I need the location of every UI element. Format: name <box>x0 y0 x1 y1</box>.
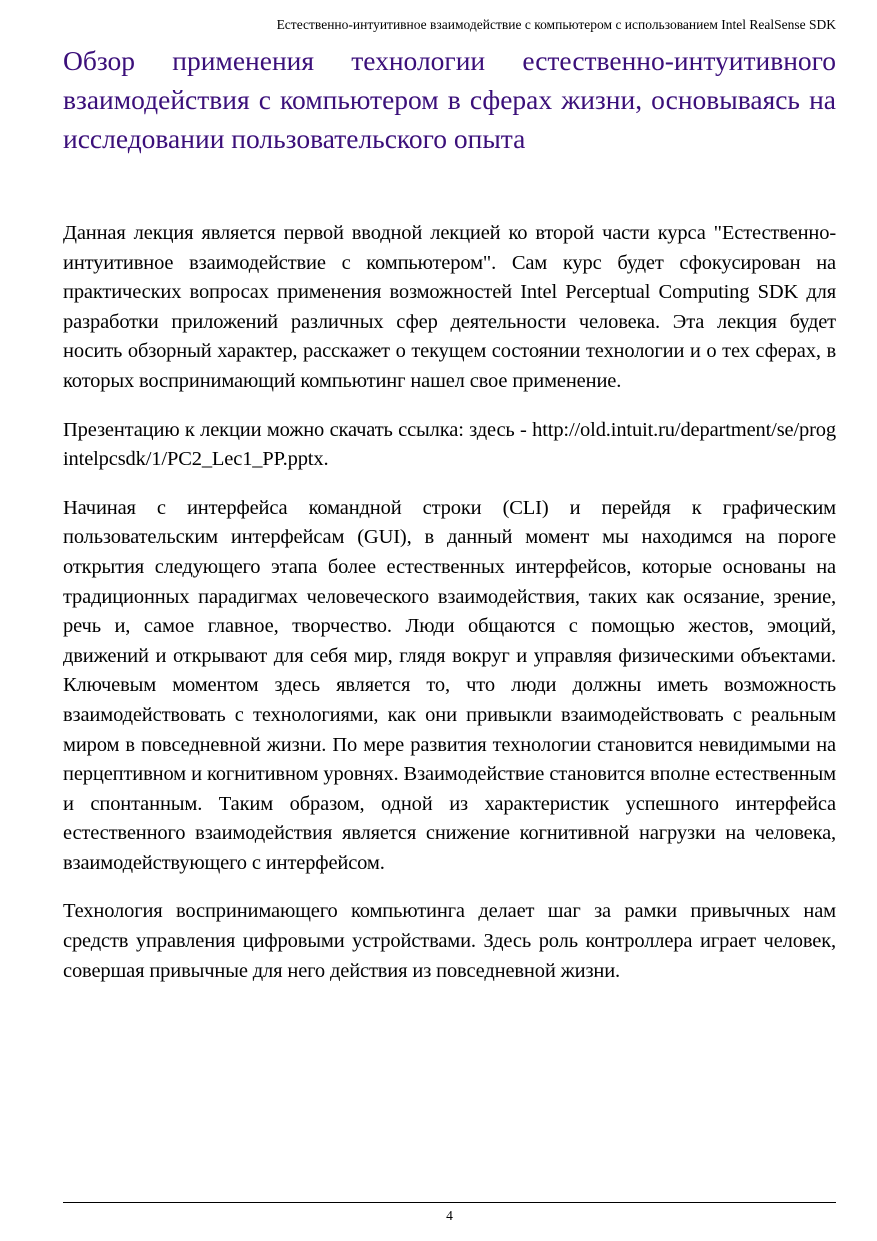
paragraph-interfaces: Начиная с интерфейса командной строки (CLI) и перейдя к графическим пользовательским интерфейсам (GUI), в данный момент мы находимся на пороге открытия следующего этапа более естественных интерфейсов, которые основаны на традиционных парадигмах человеческого взаимодействия, таких как осязание, зрение, речь и, самое главное, творчество. Люди общаются с помощью жестов, эмоций, движений и открывают для себя мир, глядя вокруг и управляя физическими объектами. Ключевым моментом здесь является то, что люди должны иметь возможность взаимодействовать с технологиями, как они привыкли взаимодействовать с реальным миром в повседневной жизни. По мере развития технологии становится невидимыми на перцептивном и когнитивном уровнях. Взаимодействие становится вполне естественным и спонтанным. Таким образом, одной из характеристик успешного интерфейса естественного взаимодействия является снижение когнитивной нагрузки на человека, взаимодействующего с интерфейсом. <box>63 496 836 874</box>
presentation-text: Презентацию к лекции можно скачать ссылка: здесь - <box>63 418 527 441</box>
presentation-link[interactable]: http://old.intuit.ru/department/se/progintelpcsdk/1/PC2_Lec1_PP.pptx. <box>63 418 837 471</box>
document-page <box>63 0 836 1241</box>
page-number: 4 <box>446 1208 453 1223</box>
lecture-title: Обзор применения технологии естественно-интуитивного взаимодействия с компьютером в сферах жизни, основываясь на исследовании пользовательского опыта <box>63 45 836 154</box>
running-header: Естественно-интуитивное взаимодействие с компьютером с использованием Intel RealSense SDK <box>276 17 836 32</box>
footer-divider <box>63 1202 836 1203</box>
paragraph-presentation <box>63 416 836 475</box>
body-text <box>63 219 836 1005</box>
paragraph-technology: Технология воспринимающего компьютинга делает шаг за рамки привычных нам средств управления цифровыми устройствами. Здесь роль контроллера играет человек, совершая привычные для него действия из повседневной жизни. <box>63 900 836 982</box>
paragraph-intro: Данная лекция является первой вводной лекцией ко второй части курса "Естественно-интуитивное взаимодействие с компьютером". Сам курс будет сфокусирован на практических вопросах применения возможностей Intel Perceptual Computing SDK для разработки приложений различных сфер деятельности человека. Эта лекция будет носить обзорный характер, расскажет о текущем состоянии технологии и о тех сферах, в которых воспринимающий компьютинг нашел свое применение. <box>63 222 836 392</box>
